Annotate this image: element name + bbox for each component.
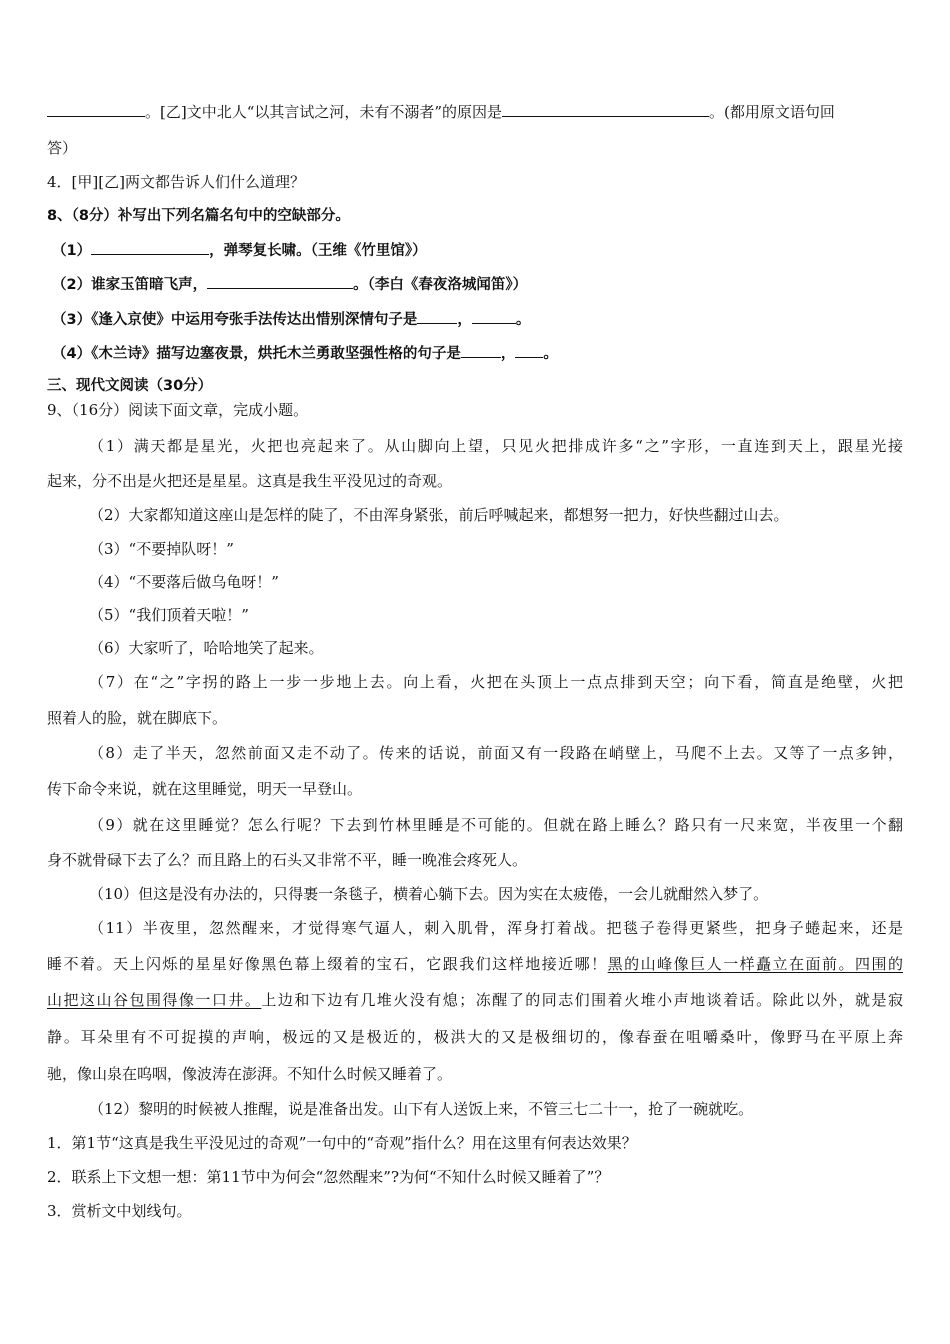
- passage-p7-line1: （7）在“之”字拐的路上一步一步地上去。向上看，火把在头顶上一点点排到天空；向下看，简直是绝壁，火把: [89, 673, 903, 691]
- fill-item-2: （2）谁家玉笛暗飞声， 。（李白《春夜洛城闻笛》）: [52, 274, 527, 295]
- answer-line-reason: 。[乙]文中北人“以其言试之河，未有不溺者”的原因是 。(都用原文语句回: [47, 102, 835, 122]
- passage-p1-line1: （1）满天都是星光，火把也亮起来了。从山脚向上望，只见火把排成许多“之”字形，一直连到天上，跟星光接: [89, 437, 903, 455]
- fill-item-3: （3）《逢入京使》中运用夸张手法传达出惜别深情句子是 ， 。: [52, 309, 530, 330]
- answer-blank[interactable]: [417, 309, 457, 324]
- answer-blank[interactable]: [472, 309, 516, 324]
- passage-p3: （3）“不要掉队呀！”: [89, 540, 234, 558]
- passage-p8-line1: （8）走了半天，忽然前面又走不动了。传来的话说，前面又有一段路在峭壁上，马爬不上去。又等了一点多钟，: [89, 744, 903, 762]
- passage-p4: （4）“不要落后做乌龟呀！”: [89, 573, 279, 591]
- sub-question-1: 1．第1节“这真是我生平没见过的奇观”一句中的“奇观”指什么？用在这里有何表达效果？: [47, 1134, 637, 1152]
- answer-blank[interactable]: [91, 240, 209, 255]
- passage-p11-line2: 睡不着。天上闪烁的星星好像黑色幕上缀着的宝石，它跟我们这样地接近哪！黑的山峰像巨人一样矗立在面前。四围的: [47, 955, 903, 973]
- answer-line-cont: 答）: [47, 139, 78, 157]
- passage-p2: （2）大家都知道这座山是怎样的陡了，不由浑身紧张，前后呼喊起来，都想努一把力，好快些翻过山去。: [89, 506, 789, 524]
- question-8-title: 8、（8分）补写出下列名篇名句中的空缺部分。: [47, 208, 350, 224]
- passage-p1-line2: 起来，分不出是火把还是星星。这真是我生平没见过的奇观。: [47, 472, 453, 490]
- sub-question-3: 3．赏析文中划线句。: [47, 1202, 192, 1220]
- section-heading: 三、现代文阅读（30分）: [47, 378, 213, 394]
- sub-question-2: 2．联系上下文想一想：第11节中为何会“忽然醒来”?为何“不知什么时候又睡着了”？: [47, 1168, 610, 1186]
- passage-p5: （5）“我们顶着天啦！”: [89, 606, 249, 624]
- answer-blank[interactable]: [207, 274, 353, 289]
- passage-p6: （6）大家听了，哈哈地笑了起来。: [89, 639, 324, 657]
- passage-p12: （12）黎明的时候被人推醒，说是准备出发。山下有人送饭上来，不管三七二十一，抢了一碗就吃。: [89, 1100, 754, 1118]
- fill-item-1: （1） ，弹琴复长啸。（王维《竹里馆》）: [52, 240, 427, 261]
- passage-p10: （10）但这是没有办法的，只得裹一条毯子，横着心躺下去。因为实在太疲倦，一会儿就酣然入梦了。: [89, 885, 769, 903]
- question-9-intro: 9、（16分）阅读下面文章，完成小题。: [47, 401, 309, 419]
- fill-item-4: （4）《木兰诗》描写边塞夜景，烘托木兰勇敢坚强性格的句子是 ， 。: [52, 343, 558, 364]
- underlined-sentence: 山把这山谷包围得像一口井。: [47, 991, 262, 1009]
- answer-blank[interactable]: [461, 343, 501, 358]
- passage-p9-line2: 身不就骨碌下去了么？而且路上的石头又非常不平，睡一晚准会疼死人。: [47, 851, 528, 869]
- answer-blank[interactable]: [47, 102, 145, 117]
- question-4: 4．[甲][乙]两文都告诉人们什么道理？: [47, 173, 305, 191]
- answer-blank[interactable]: [515, 343, 543, 358]
- passage-p11-line5: 驰，像山泉在呜咽，像波涛在澎湃。不知什么时候又睡着了。: [47, 1065, 453, 1083]
- answer-blank[interactable]: [502, 102, 709, 117]
- passage-p7-line2: 照着人的脸，就在脚底下。: [47, 709, 228, 727]
- passage-p11-line3: 山把这山谷包围得像一口井。上边和下边有几堆火没有熄；冻醒了的同志们围着火堆小声地谈着话。除此以外，就是寂: [47, 991, 903, 1009]
- underlined-sentence: 黑的山峰像巨人一样矗立在面前。四围的: [607, 955, 903, 973]
- passage-p11-line1: （11）半夜里，忽然醒来，才觉得寒气逼人，刺入肌骨，浑身打着战。把毯子卷得更紧些，把身子蜷起来，还是: [89, 919, 903, 937]
- passage-p9-line1: （9）就在这里睡觉？怎么行呢？下去到竹林里睡是不可能的。但就在路上睡么？路只有一尺来宽，半夜里一个翻: [89, 816, 903, 834]
- passage-p8-line2: 传下命令来说，就在这里睡觉，明天一早登山。: [47, 780, 363, 798]
- passage-p11-line4: 静。耳朵里有不可捉摸的声响，极远的又是极近的，极洪大的又是极细切的，像春蚕在咀嚼桑叶，像野马在平原上奔: [47, 1028, 903, 1046]
